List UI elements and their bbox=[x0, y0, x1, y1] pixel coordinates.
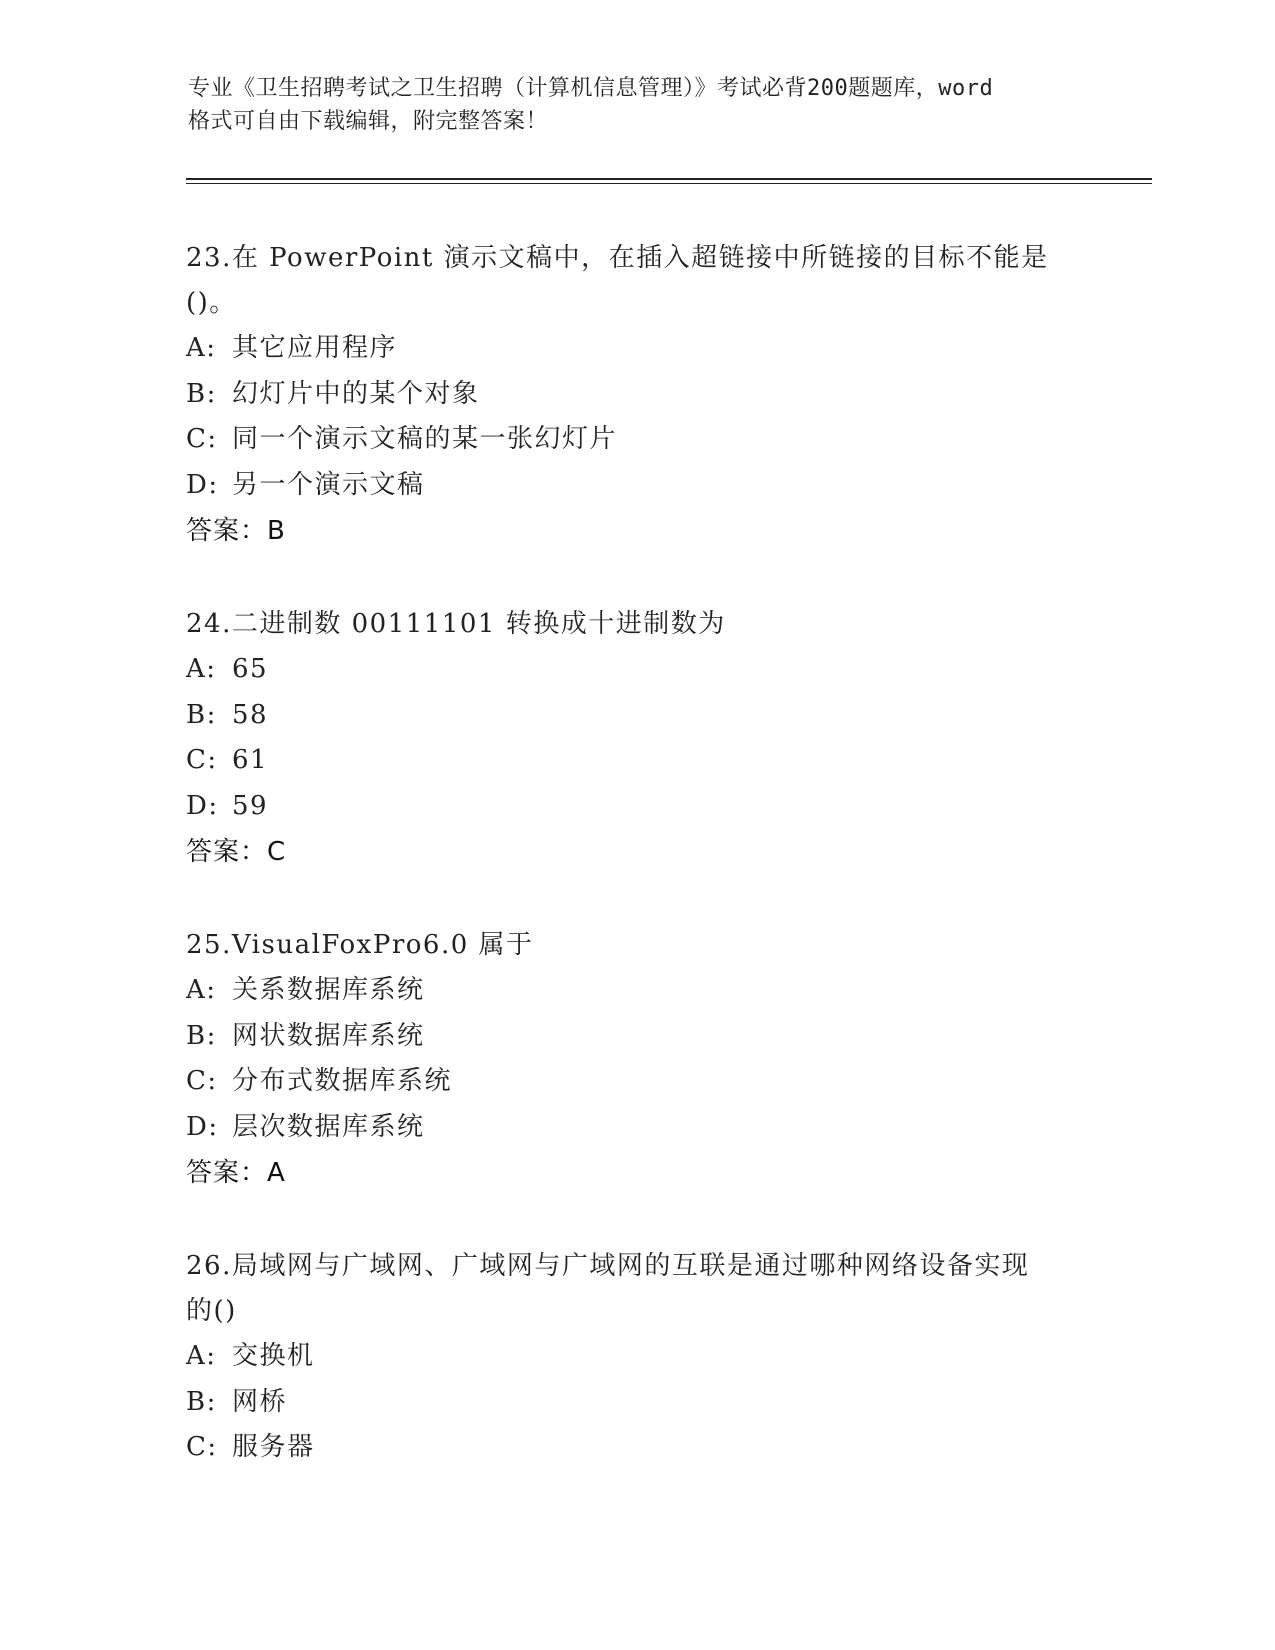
option-text: 服务器 bbox=[232, 1432, 315, 1462]
option-letter: A: bbox=[186, 1341, 217, 1371]
option-b bbox=[186, 693, 1086, 739]
option-letter: A: bbox=[186, 654, 217, 684]
question-stem: 23.在 PowerPoint 演示文稿中，在插入超链接中所链接的目标不能是 bbox=[186, 243, 1049, 273]
question-24 bbox=[186, 602, 1086, 875]
question-26 bbox=[186, 1244, 1086, 1471]
option-letter: C: bbox=[186, 1432, 218, 1462]
option-b bbox=[186, 372, 1086, 418]
option-b bbox=[186, 1014, 1086, 1060]
question-stem: 25.VisualFoxPro6.0 属于 bbox=[186, 930, 534, 960]
answer-line: 答案：C bbox=[186, 837, 287, 867]
option-text: 关系数据库系统 bbox=[232, 975, 425, 1005]
option-letter: A: bbox=[186, 333, 217, 363]
header-intro-line-1: 专业《卫生招聘考试之卫生招聘（计算机信息管理）》考试必背200题题库，word bbox=[188, 76, 994, 101]
option-c bbox=[186, 417, 1086, 463]
question-23 bbox=[186, 236, 1086, 554]
option-text: 59 bbox=[232, 790, 269, 821]
option-letter: C: bbox=[186, 745, 218, 775]
option-text: 幻灯片中的某个对象 bbox=[232, 378, 480, 409]
option-letter: B: bbox=[186, 699, 217, 730]
option-text: 同一个演示文稿的某一张幻灯片 bbox=[232, 424, 618, 454]
header-divider-thin bbox=[186, 183, 1152, 184]
header-intro-line-2: 格式可自由下载编辑，附完整答案！ bbox=[188, 109, 549, 134]
answer-line: 答案：A bbox=[186, 1158, 286, 1188]
option-a bbox=[186, 968, 1086, 1014]
option-c bbox=[186, 738, 1086, 784]
document-header bbox=[188, 72, 1088, 138]
option-letter: B: bbox=[186, 1386, 217, 1417]
question-stem-continued: ()。 bbox=[186, 288, 237, 318]
header-divider-thick bbox=[186, 178, 1152, 180]
option-a bbox=[186, 647, 1086, 693]
option-text: 另一个演示文稿 bbox=[232, 469, 425, 500]
question-stem-continued: 的() bbox=[186, 1296, 237, 1326]
option-letter: B: bbox=[186, 1020, 217, 1051]
option-d bbox=[186, 784, 1086, 830]
option-text: 其它应用程序 bbox=[232, 333, 398, 363]
option-d bbox=[186, 463, 1086, 509]
option-text: 分布式数据库系统 bbox=[232, 1066, 453, 1096]
option-text: 网状数据库系统 bbox=[232, 1020, 425, 1051]
option-letter: A: bbox=[186, 975, 217, 1005]
option-letter: B: bbox=[186, 378, 217, 409]
option-b bbox=[186, 1380, 1086, 1426]
option-letter: D: bbox=[186, 469, 219, 500]
option-text: 网桥 bbox=[232, 1386, 288, 1417]
option-letter: D: bbox=[186, 790, 219, 821]
question-25 bbox=[186, 923, 1086, 1196]
option-text: 65 bbox=[232, 654, 269, 684]
question-list bbox=[186, 236, 1086, 1519]
option-letter: C: bbox=[186, 1066, 218, 1096]
option-d bbox=[186, 1105, 1086, 1151]
question-stem: 24.二进制数 00111101 转换成十进制数为 bbox=[186, 609, 726, 639]
option-a bbox=[186, 326, 1086, 372]
option-text: 58 bbox=[232, 699, 269, 730]
option-a bbox=[186, 1334, 1086, 1380]
question-stem: 26.局域网与广域网、广域网与广域网的互联是通过哪种网络设备实现 bbox=[186, 1251, 1030, 1281]
option-letter: D: bbox=[186, 1111, 219, 1142]
option-text: 交换机 bbox=[232, 1341, 315, 1371]
answer-line: 答案：B bbox=[186, 516, 286, 546]
option-c bbox=[186, 1059, 1086, 1105]
option-text: 层次数据库系统 bbox=[232, 1111, 425, 1142]
option-letter: C: bbox=[186, 424, 218, 454]
option-text: 61 bbox=[232, 745, 269, 775]
option-c bbox=[186, 1425, 1086, 1471]
